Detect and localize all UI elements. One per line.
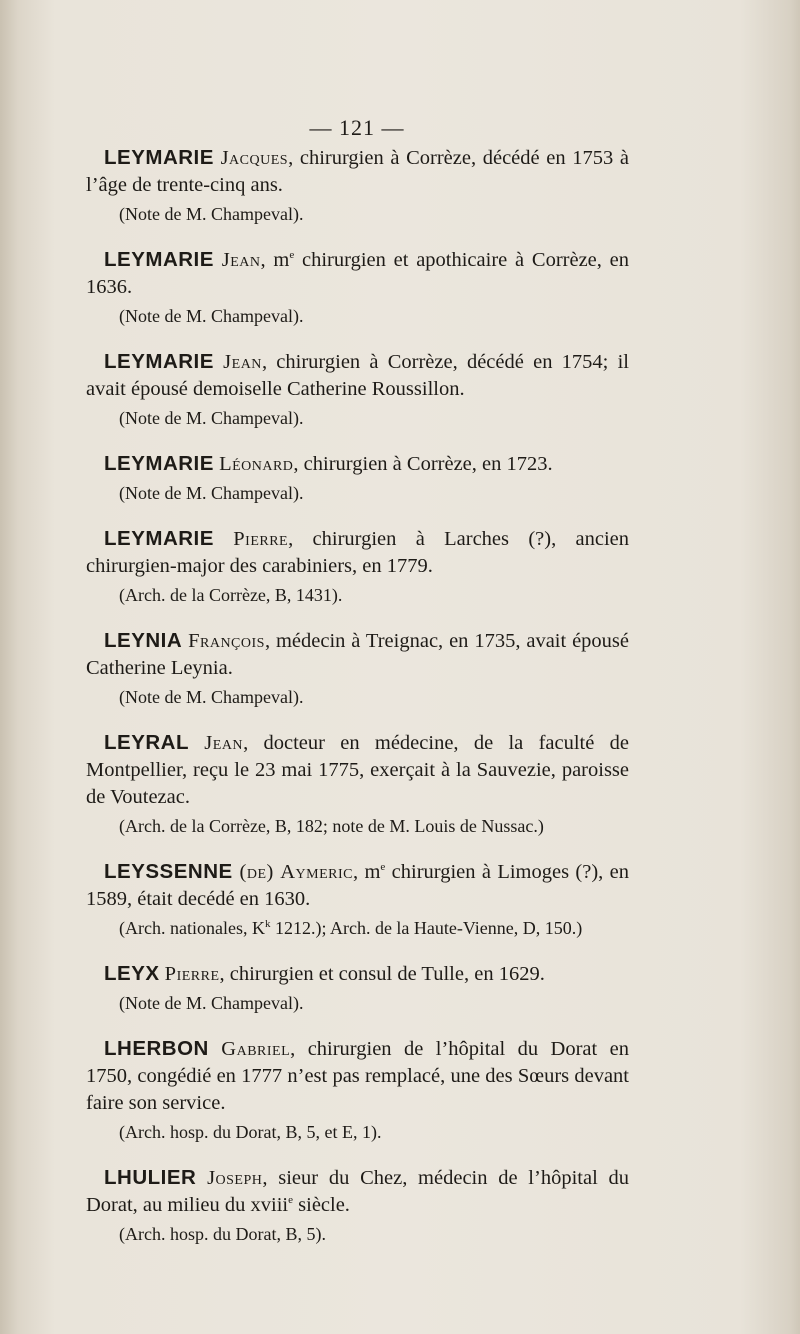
entry-text [86, 525, 629, 580]
entry-text [86, 450, 629, 478]
entry-surname: LHULIER [104, 1166, 197, 1189]
entry-text [86, 1164, 629, 1219]
entry-leyx-pierre [86, 960, 629, 1017]
entry-surname: LEYX [104, 962, 160, 985]
entry-firstname: Pierre [164, 963, 220, 985]
entry-text [86, 348, 629, 403]
entry-leyssenne-aymeric [86, 858, 629, 942]
entry-source: (Arch. de la Corrèze, B, 182; note de M. Louis de Nussac.) [119, 816, 544, 836]
entry-firstname: Jacques [220, 147, 289, 169]
superscript: e [380, 861, 386, 874]
entry-surname: LHERBON [104, 1037, 209, 1060]
entry-lherbon-gabriel [86, 1035, 629, 1146]
entry-leymarie-jean-1 [86, 246, 629, 330]
entry-description: , médecin à Treignac, en 1735, avait épousé Catherine Leynia. [86, 630, 630, 679]
entry-description: , chirurgien de l’hôpital du Dorat en 1750, congédié en 1777 n’est pas remplacé, une des Sœurs devant faire son service. [86, 1038, 629, 1114]
entry-source: (Note de M. Champeval). [119, 993, 304, 1013]
entry-surname: LEYMARIE [104, 248, 214, 271]
entry-description: , chirurgien et consul de Tulle, en 1629. [219, 963, 545, 985]
entry-source: (Arch. de la Corrèze, B, 1431). [119, 585, 343, 605]
entry-source: (Note de M. Champeval). [119, 483, 304, 503]
entry-firstname: Jean [221, 249, 261, 271]
entry-source: (Note de M. Champeval). [119, 306, 304, 326]
entry-surname: LEYMARIE [104, 350, 214, 373]
superscript: k [264, 918, 271, 930]
entry-leyral-jean [86, 729, 629, 840]
entry-firstname: Jean [223, 351, 262, 373]
entry-leynia-francois [86, 627, 629, 711]
entry-leymarie-jean-2 [86, 348, 629, 432]
entry-leymarie-leonard [86, 450, 629, 507]
entry-particle: (de) [232, 861, 274, 883]
page-number: — 121 — [309, 115, 405, 140]
entry-surname: LEYNIA [104, 629, 183, 652]
entry-text [86, 960, 629, 988]
entry-description-cont: chirurgien à Limoges (?), en 1589, était decédé en 1630. [86, 861, 630, 910]
entry-firstname: Joseph [207, 1167, 263, 1189]
entry-lhulier-joseph [86, 1164, 629, 1248]
entry-leymarie-pierre [86, 525, 629, 609]
entry-text [86, 246, 629, 301]
entry-description-cont: chirurgien et apothicaire à Corrèze, en 1636. [86, 249, 630, 298]
entry-surname: LEYRAL [104, 731, 189, 754]
entry-firstname: Léonard [219, 453, 294, 475]
entry-text [86, 1035, 629, 1117]
entry-firstname: Pierre [233, 528, 289, 550]
entry-surname: LEYMARIE [104, 146, 214, 169]
entry-source: (Note de M. Champeval). [119, 408, 304, 428]
entry-text [86, 144, 629, 199]
entry-description: , chirurgien à Corrèze, en 1723. [293, 453, 553, 475]
entry-surname: LEYSSENNE [104, 860, 233, 883]
superscript: e [288, 1194, 294, 1207]
entry-description: , chirurgien à Larches (?), ancien chirurgien-major des carabiniers, en 1779. [86, 528, 629, 577]
entry-firstname: Jean [204, 732, 244, 754]
entry-description: , chirurgien à Corrèze, décédé en 1753 à l’âge de trente-cinq ans. [86, 147, 629, 196]
entry-source: (Note de M. Champeval). [119, 687, 304, 707]
entry-source: (Note de M. Champeval). [119, 204, 304, 224]
entry-surname: LEYMARIE [104, 452, 214, 475]
entry-text [86, 627, 629, 682]
entry-source: (Arch. hosp. du Dorat, B, 5, et E, 1). [119, 1122, 382, 1142]
entry-description: , sieur du Chez, médecin de l’hôpital du Dorat, au milieu du xviii [86, 1167, 629, 1216]
entry-source-part: 1212.); Arch. de la Haute-Vienne, D, 150.) [270, 918, 583, 938]
entry-description: , m [352, 861, 381, 883]
entry-description: , m [260, 249, 290, 271]
entry-source: (Arch. hosp. du Dorat, B, 5). [119, 1224, 326, 1244]
entry-leymarie-jacques [86, 144, 629, 228]
entry-description: , docteur en médecine, de la faculté de Montpellier, reçu le 23 mai 1775, exerçait à la Sauvezie, paroisse de Voutezac. [86, 732, 629, 808]
entry-source-part: (Arch. nationales, K [119, 918, 265, 938]
entry-surname: LEYMARIE [104, 527, 214, 550]
entry-source [86, 915, 629, 942]
entry-description: , chirurgien à Corrèze, décédé en 1754; il avait épousé demoiselle Catherine Roussillon. [86, 351, 629, 400]
superscript: e [289, 249, 295, 262]
entry-description-cont: siècle. [293, 1194, 350, 1216]
entry-firstname: François [188, 630, 265, 652]
entry-firstname: Gabriel [221, 1038, 291, 1060]
entry-text [86, 858, 629, 913]
entries-list [86, 144, 629, 1266]
entry-text [86, 729, 629, 811]
entry-firstname: Aymeric [280, 861, 353, 883]
